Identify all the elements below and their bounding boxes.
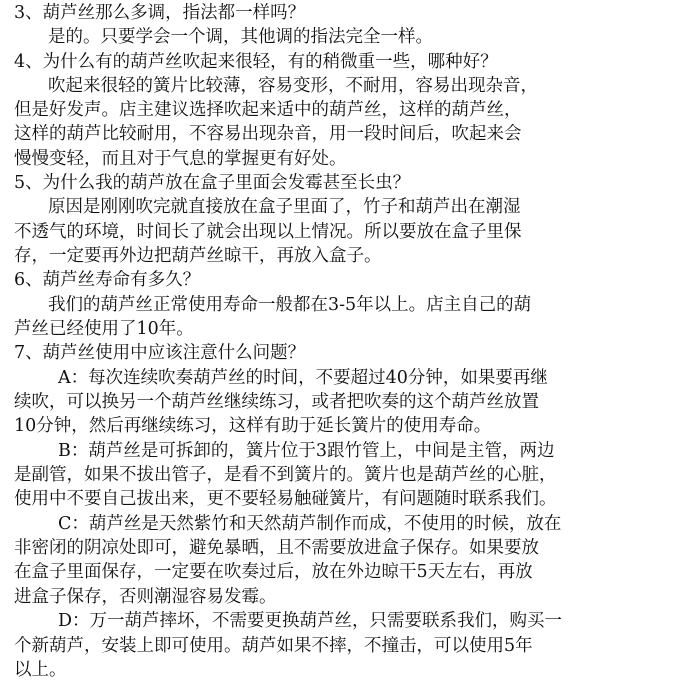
question-3-heading: 3、葫芦丝那么多调，指法都一样吗？ bbox=[14, 3, 306, 23]
answer-7c-line-1: C：葫芦丝是天然紫竹和天然葫芦制作而成，不使用的时候，放在 bbox=[58, 514, 562, 534]
answer-6-line-1: 我们的葫芦丝正常使用寿命一般都在3-5年以上。店主自己的葫 bbox=[48, 295, 532, 315]
answer-4-line-2: 但是好发声。店主建议选择吹起来适中的葫芦丝，这样的葫芦丝， bbox=[14, 100, 522, 120]
question-5-heading: 5、为什么我的葫芦放在盒子里面会发霉甚至长虫？ bbox=[14, 173, 411, 193]
answer-6-line-2: 芦丝已经使用了10年。 bbox=[14, 319, 194, 339]
answer-5-line-3: 存，一定要再外边把葫芦丝晾干，再放入盒子。 bbox=[14, 246, 382, 266]
answer-7c-line-2: 非密闭的阴凉处即可，避免暴晒，且不需要放进盒子保存。如果要放 bbox=[14, 538, 539, 558]
answer-4-line-4: 慢慢变轻，而且对于气息的掌握更有好处。 bbox=[14, 149, 347, 169]
question-4-heading: 4、为什么有的葫芦丝吹起来很轻，有的稍微重一些，哪种好？ bbox=[14, 52, 498, 72]
answer-7a-line-1: A：每次连续吹奏葫芦丝的时间，不要超过40分钟，如果要再继 bbox=[58, 368, 548, 388]
answer-5-line-2: 不透气的环境，时间长了就会出现以上情况。所以要放在盒子里保 bbox=[14, 222, 522, 242]
answer-4-line-1: 吹起来很轻的簧片比较薄，容易变形，不耐用，容易出现杂音， bbox=[48, 76, 538, 96]
answer-7a-line-2: 续吹，可以换另一个葫芦丝继续练习，或者把吹奏的这个葫芦丝放置 bbox=[14, 392, 539, 412]
answer-5-line-1: 原因是刚刚吹完就直接放在盒子里面了，竹子和葫芦出在潮湿 bbox=[48, 197, 521, 217]
answer-7b-line-1: B：葫芦丝是可拆卸的，簧片位于3跟竹管上，中间是主管，两边 bbox=[58, 441, 555, 461]
answer-7b-line-3: 使用中不要自己拔出来，更不要轻易触碰簧片，有问题随时联系我们。 bbox=[14, 489, 557, 509]
answer-7c-line-4: 进盒子保存，否则潮湿容易发霉。 bbox=[14, 587, 277, 607]
answer-7b-line-2: 是副管，如果不拔出管子，是看不到簧片的。簧片也是葫芦丝的心脏， bbox=[14, 465, 557, 485]
question-7-heading: 7、葫芦丝使用中应该注意什么问题？ bbox=[14, 343, 306, 363]
answer-4-line-3: 这样的葫芦比较耐用，不容易出现杂音，用一段时间后，吹起来会 bbox=[14, 124, 522, 144]
answer-7d-line-3: 以上。 bbox=[14, 660, 67, 680]
answer-7d-line-1: D：万一葫芦摔坏，不需要更换葫芦丝，只需要联系我们，购买一 bbox=[58, 611, 563, 631]
question-6-heading: 6、葫芦丝寿命有多久？ bbox=[14, 270, 201, 290]
answer-7d-line-2: 个新葫芦，安装上即可使用。葫芦如果不摔，不撞击，可以使用5年 bbox=[14, 636, 533, 656]
answer-3-line-1: 是的。只要学会一个调，其他调的指法完全一样。 bbox=[48, 27, 433, 47]
answer-7c-line-3: 在盒子里面保存，一定要在吹奏过后，放在外边晾干5天左右，再放 bbox=[14, 562, 533, 582]
answer-7a-line-3: 10分钟，然后再继续练习，这样有助于延长簧片的使用寿命。 bbox=[14, 416, 492, 436]
